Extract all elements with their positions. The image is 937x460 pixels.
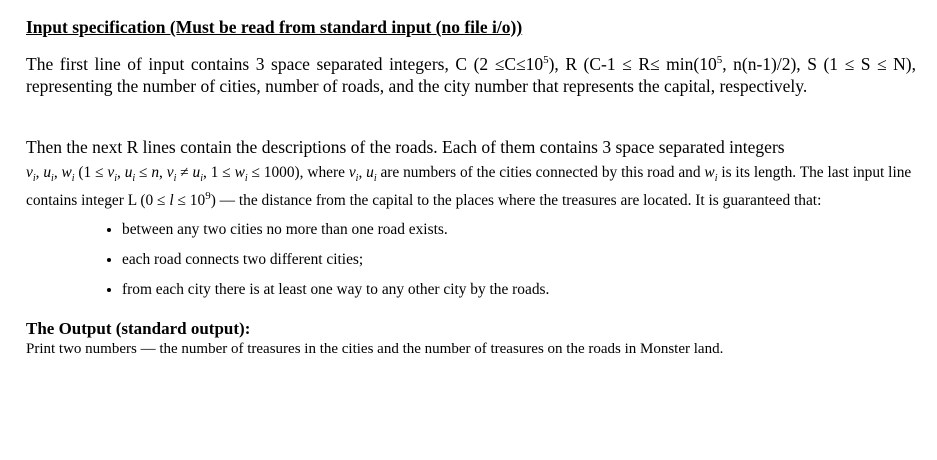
p1-text-1: The first line of input contains 3 space separated integers, C (2 ≤C≤10: [26, 54, 544, 74]
p2-sep-10: ,: [358, 164, 367, 181]
output-spec-heading: The Output (standard output):: [26, 319, 251, 338]
problem-statement: [26, 16, 916, 359]
p2-sep-5: ≤: [135, 164, 152, 181]
sub-i: i: [714, 173, 718, 185]
sub-i: i: [244, 173, 248, 185]
input-spec-paragraph-1: [26, 53, 916, 97]
var-v: v: [348, 164, 356, 181]
p1-text-3: , n(n-1)/2), S (1 ≤ S ≤ N), representing the number of cities, number of roads, and the city number that represents the capital, respectively.: [26, 54, 917, 96]
p1-exp-2: 5: [716, 54, 723, 67]
var-u: u: [192, 164, 201, 181]
p2-sep-11: are numbers of the cities connected by this road and: [376, 164, 705, 181]
p2-sep-8: , 1 ≤: [203, 164, 235, 181]
sub-i: i: [51, 173, 54, 185]
var-w: w: [61, 164, 72, 181]
sub-i: i: [132, 173, 136, 185]
p2-tail: ) — the distance from the capital to the places where the treasures are located. It is guaranteed that:: [210, 192, 822, 209]
sub-i: i: [114, 173, 117, 185]
p2-sep-13: ≤ 10: [173, 192, 206, 209]
p2-sep-12: is its length. The last input line contains integer L (0 ≤: [26, 164, 912, 209]
p2-sep-1: ,: [35, 164, 44, 181]
input-spec-paragraph-2-line-1: Then the next R lines contain the descriptions of the roads. Each of them contains 3 space separated integers: [26, 137, 785, 157]
var-w: w: [234, 164, 245, 181]
p1-text-2: ), R (C-1 ≤ R≤ min(10: [548, 54, 717, 74]
p2-sep-7: ≠: [176, 164, 193, 181]
p2-sep-9: ≤ 1000), where: [247, 164, 349, 181]
var-w: w: [704, 164, 715, 181]
list-item: • from each city there is at least one way to any other city by the roads.: [122, 275, 916, 305]
var-v: v: [107, 164, 115, 181]
list-item: • between any two cities no more than one road exists.: [122, 215, 916, 245]
sub-i: i: [373, 173, 377, 185]
p1-exp-1: 5: [543, 54, 549, 67]
var-u: u: [43, 164, 52, 181]
output-spec-text: Print two numbers — the number of treasures in the cities and the number of treasures on the roads in Monster land.: [26, 341, 724, 357]
guarantee-list: [96, 215, 916, 305]
sub-i: i: [355, 173, 359, 185]
p2-sep-6: ,: [159, 164, 167, 181]
sub-i: i: [71, 173, 75, 185]
var-u: u: [366, 164, 374, 181]
sub-i: i: [32, 173, 36, 185]
sub-i: i: [173, 173, 177, 185]
p2-sep-4: ,: [117, 164, 125, 181]
exp-9: 9: [205, 189, 211, 202]
p2-sep-2: ,: [53, 164, 62, 181]
var-u: u: [124, 164, 133, 181]
input-spec-heading: Input specification (Must be read from standard input (no file i/o)): [26, 17, 523, 37]
input-spec-paragraph-2-rest: [26, 159, 916, 215]
var-l: l: [169, 192, 174, 209]
list-item: • each road connects two different cities;: [122, 245, 916, 275]
var-v: v: [166, 164, 174, 181]
var-v: v: [26, 164, 33, 181]
var-n: n: [151, 164, 160, 181]
sub-i: i: [200, 173, 204, 185]
p2-sep-3: (1 ≤: [74, 164, 108, 181]
